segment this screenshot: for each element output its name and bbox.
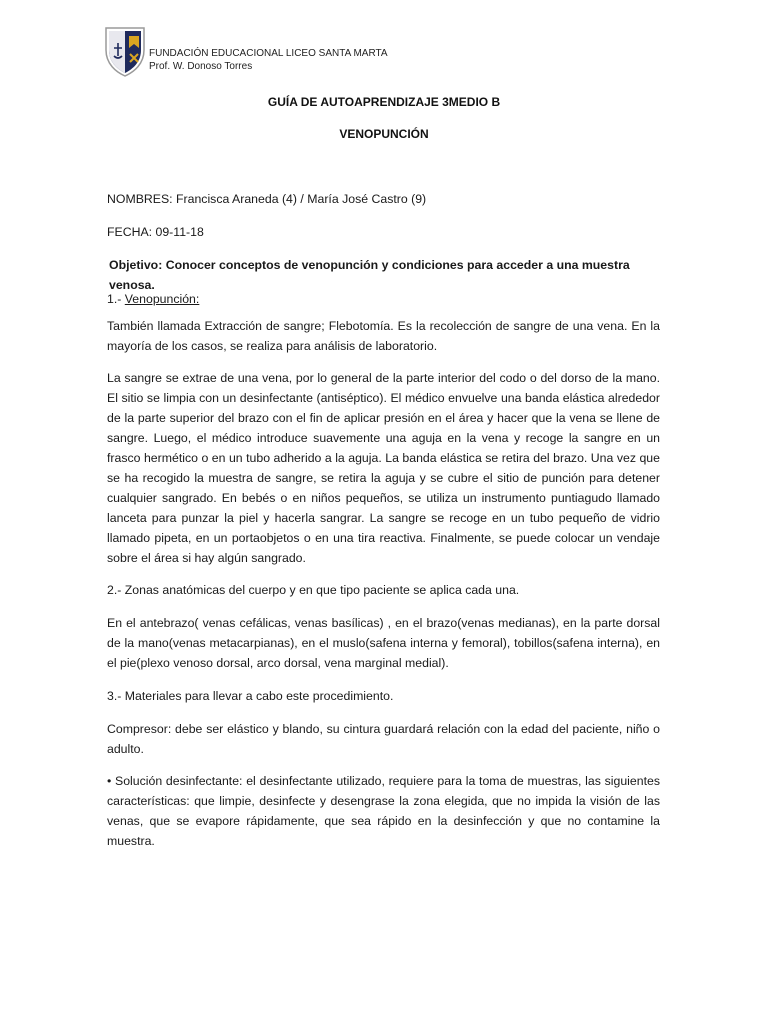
date-line xyxy=(107,222,660,242)
section-1-title: Venopunción: xyxy=(124,292,200,306)
school-crest-logo xyxy=(104,26,146,78)
names-text: NOMBRES: Francisca Araneda (4) / María José Castro (9) xyxy=(107,192,427,206)
paragraph-3-text: En el antebrazo( venas cefálicas, venas basílicas) , en el brazo(venas medianas), en la parte dorsal de la mano(venas metacarpianas), en el muslo(safena interna y femoral), tobillos(safena interna), en el pie(plexo venoso dorsal, arco dorsal, vena marginal medial). xyxy=(107,616,660,670)
paragraph-procedure xyxy=(107,368,660,568)
document-header xyxy=(104,26,524,80)
document-subtitle: VENOPUNCIÓN xyxy=(339,127,429,141)
paragraph-4-text: Compresor: debe ser elástico y blando, su cintura guardará relación con la edad del paciente, niño o adulto. xyxy=(107,722,660,756)
document-title: GUÍA DE AUTOAPRENDIZAJE 3MEDIO B xyxy=(267,95,501,109)
names-line xyxy=(107,189,660,209)
teacher-name: Prof. W. Donoso Torres xyxy=(149,61,253,72)
objective-text: Objetivo: Conocer conceptos de venopunción y condiciones para acceder a una muestra venosa. xyxy=(109,258,630,292)
paragraph-zones xyxy=(107,613,660,673)
section-1-heading xyxy=(107,289,660,309)
section-3-heading xyxy=(107,686,660,706)
paragraph-compressor xyxy=(107,719,660,759)
institution-name: FUNDACIÓN EDUCACIONAL LICEO SANTA MARTA xyxy=(149,48,388,59)
paragraph-definition xyxy=(107,316,660,356)
section-3-title: 3.- Materiales para llevar a cabo este procedimiento. xyxy=(107,689,394,703)
paragraph-5-text: • Solución desinfectante: el desinfectante utilizado, requiere para la toma de muestras, las siguientes características: que limpie, desinfecte y desengrase la zona elegida, que no impida la visión de las venas, que se evapore rápidamente, que sea rápido en la desinfección y que no contamine la muestra. xyxy=(107,774,660,848)
institution-block xyxy=(149,47,388,73)
section-1-number: 1.- xyxy=(107,292,125,306)
date-text: FECHA: 09-11-18 xyxy=(107,225,204,239)
paragraph-1-text: También llamada Extracción de sangre; Flebotomía. Es la recolección de sangre de una vena. En la mayoría de los casos, se realiza para análisis de laboratorio. xyxy=(107,319,660,353)
section-2-heading xyxy=(107,580,660,600)
paragraph-disinfectant xyxy=(107,771,660,851)
paragraph-2-text: La sangre se extrae de una vena, por lo general de la parte interior del codo o del dorso de la mano. El sitio se limpia con un desinfectante (antiséptico). El médico envuelve una banda elástica alrededor de la parte superior del brazo con el fin de aplicar presión en el área y hacer que la vena se llene de sangre. Luego, el médico introduce suavemente una aguja en la vena y recoge la sangre en un frasco hermético o en un tubo adherido a la aguja. La banda elástica se retira del brazo. Una vez que se ha recogido la muestra de sangre, se retira la aguja y se cubre el sitio de punción para detener cualquier sangrado. En bebés o en niños pequeños, se utiliza un instrumento puntiagudo llamado lanceta para punzar la piel y hacerla sangrar. La sangre se recoge en un tubo pequeño de vidrio llamado pipeta, en un portaobjetos o en una tira reactiva. Finalmente, se puede colocar un vendaje sobre el área si hay algún sangrado. xyxy=(107,371,660,565)
section-2-title: 2.- Zonas anatómicas del cuerpo y en que tipo paciente se aplica cada una. xyxy=(107,583,520,597)
